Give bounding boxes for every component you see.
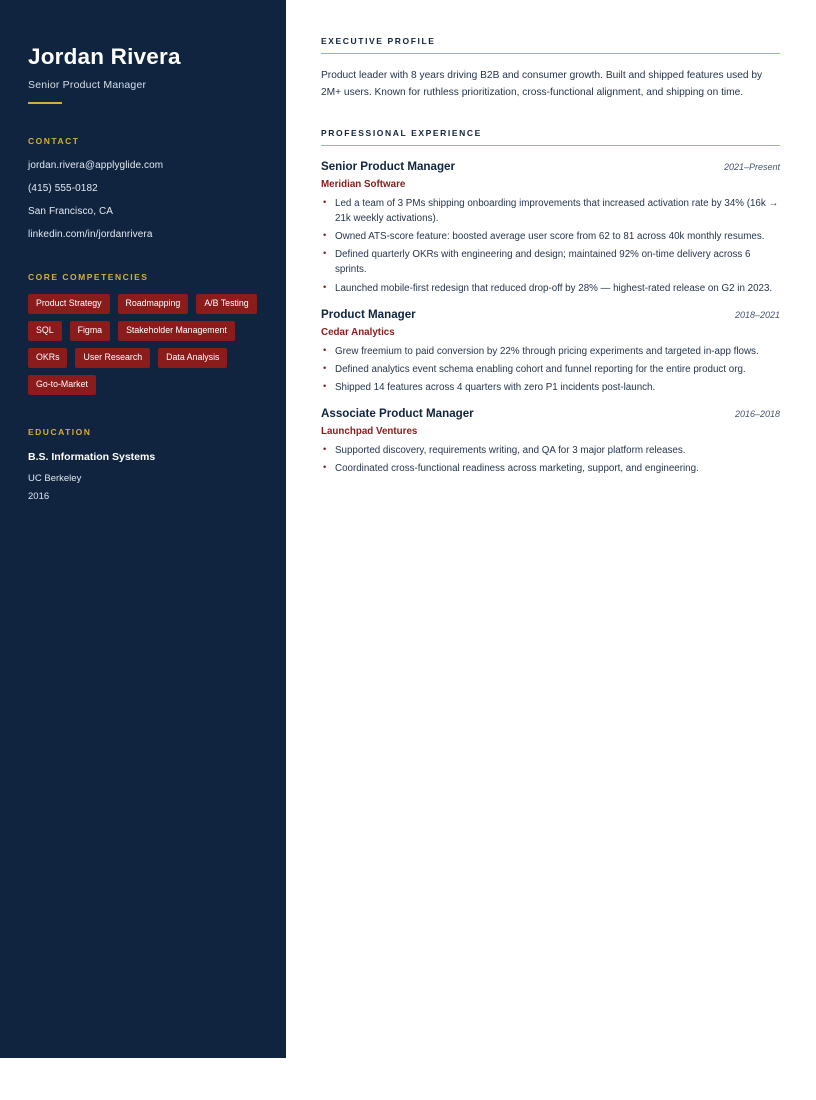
- skills-heading: CORE COMPETENCIES: [28, 272, 149, 283]
- skill-chip: Figma: [70, 321, 110, 341]
- experience-header: [321, 160, 780, 173]
- skill-chip: A/B Testing: [196, 294, 256, 314]
- candidate-role: Senior Product Manager: [28, 78, 147, 91]
- contact-phone: (415) 555-0182: [28, 183, 98, 195]
- experience-entry: [321, 308, 780, 396]
- experience-heading: PROFESSIONAL EXPERIENCE: [321, 128, 780, 146]
- job-dates: 2018–2021: [734, 309, 780, 320]
- job-bullet: • Supported discovery, requirements writing, and QA for 3 major platform releases.: [321, 443, 780, 458]
- skill-chip: Data Analysis: [158, 348, 227, 368]
- job-bullets: [321, 443, 780, 476]
- job-title: Senior Product Manager: [321, 159, 455, 173]
- profile-text: Product leader with 8 years driving B2B and consumer growth. Built and shipped features used by 2M+ users. Known for ruthless prioritization, cross-functional alignment, and shipping on time.: [321, 70, 763, 98]
- education-degree: B.S. Information Systems: [28, 450, 156, 463]
- job-bullet: • Grew freemium to paid conversion by 22% through pricing experiments and targeted in-app flows.: [321, 344, 780, 359]
- job-bullet: • Owned ATS-score feature: boosted average user score from 62 to 81 across 40k monthly resumes.: [321, 229, 780, 244]
- profile-heading: EXECUTIVE PROFILE: [321, 36, 780, 54]
- education-heading: EDUCATION: [28, 426, 92, 437]
- job-company: Meridian Software: [321, 178, 406, 190]
- job-bullet: • Launched mobile-first redesign that reduced drop-off by 28% — highest-rated release on G2 in 2023.: [321, 281, 780, 296]
- skill-chip: Product Strategy: [28, 294, 110, 314]
- skills-list: [28, 294, 258, 394]
- job-bullet: • Shipped 14 features across 4 quarters with zero P1 incidents post-launch.: [321, 380, 780, 395]
- job-company: Cedar Analytics: [321, 326, 395, 338]
- job-bullet: • Led a team of 3 PMs shipping onboarding improvements that increased activation rate by 34% (16k → 21k weekly activations).: [321, 196, 780, 226]
- contact-heading: CONTACT: [28, 136, 80, 147]
- job-bullets: [321, 344, 780, 396]
- education-school: UC Berkeley: [28, 472, 82, 484]
- job-company: Launchpad Ventures: [321, 426, 418, 438]
- education-year: 2016: [28, 490, 50, 502]
- skill-chip: SQL: [28, 321, 62, 341]
- job-bullet: • Defined quarterly OKRs with engineering and design; maintained 92% on-time delivery across 6 sprints.: [321, 247, 780, 277]
- job-bullet: • Defined analytics event schema enabling cohort and funnel reporting for the entire product org.: [321, 362, 780, 377]
- skill-chip: OKRs: [28, 348, 67, 368]
- job-dates: 2016–2018: [734, 409, 780, 420]
- skill-chip: Roadmapping: [118, 294, 189, 314]
- job-bullet: • Coordinated cross-functional readiness across marketing, support, and engineering.: [321, 461, 780, 476]
- contact-email[interactable]: jordan.rivera@applyglide.com: [28, 160, 164, 172]
- skill-chip: Stakeholder Management: [118, 321, 235, 341]
- experience-header: [321, 308, 780, 321]
- contact-location: San Francisco, CA: [28, 206, 114, 218]
- candidate-name: Jordan Rivera: [28, 44, 181, 69]
- job-dates: 2021–Present: [723, 161, 780, 172]
- job-title: Product Manager: [321, 307, 416, 321]
- job-bullets: [321, 196, 780, 296]
- main-content: [286, 0, 816, 1100]
- accent-rule: [28, 102, 62, 105]
- experience-entry: [321, 407, 780, 476]
- sidebar: [0, 0, 286, 1058]
- experience-header: [321, 407, 780, 420]
- experience-entry: [321, 160, 780, 296]
- contact-linkedin[interactable]: linkedin.com/in/jordanrivera: [28, 229, 153, 241]
- skill-chip: Go-to-Market: [28, 375, 96, 395]
- job-title: Associate Product Manager: [321, 407, 474, 421]
- skill-chip: User Research: [75, 348, 150, 368]
